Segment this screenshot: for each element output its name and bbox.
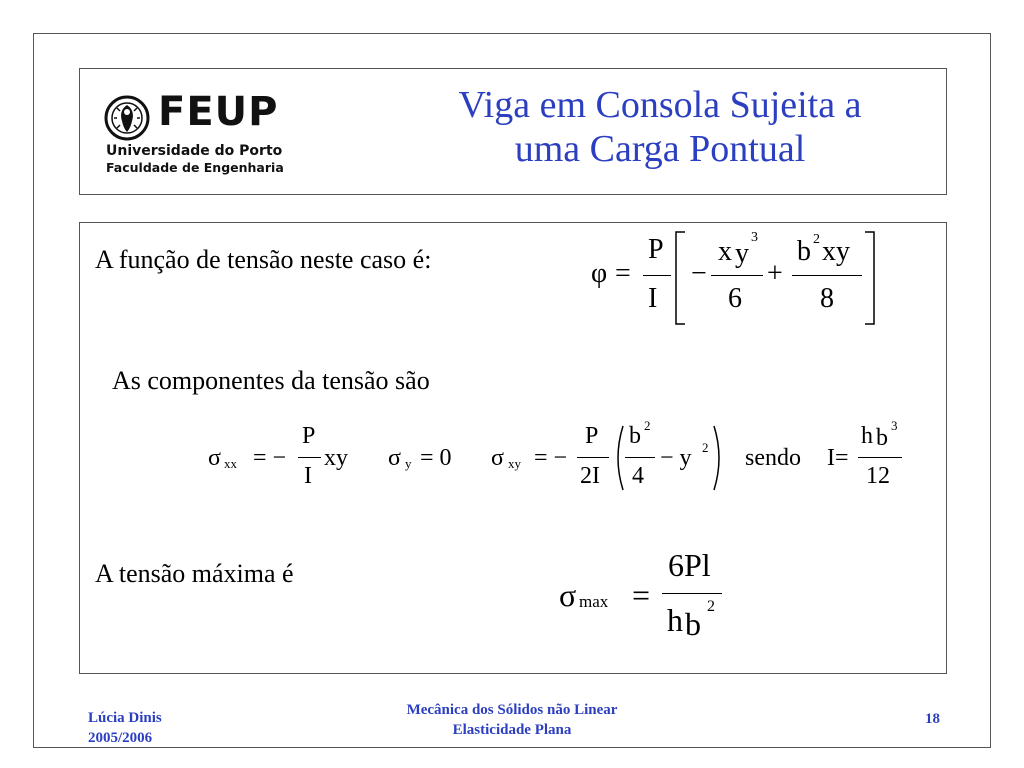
max-stress-text: A tensão máxima é <box>95 559 294 588</box>
inertia-h: h <box>861 423 873 449</box>
footer-year: 2005/2006 <box>88 730 153 746</box>
left-bracket <box>673 230 687 326</box>
max-denominator-h: h <box>667 602 683 638</box>
footer-author-block <box>88 708 162 748</box>
components-text: As componentes da tensão são <box>112 366 430 395</box>
sxy-numerator: P <box>585 423 599 449</box>
sendo-word: sendo <box>745 445 801 471</box>
term2-fraction-bar <box>792 275 862 276</box>
sxy-fraction-bar <box>577 457 609 458</box>
max-stress-formula <box>555 543 735 643</box>
minus-sign: − <box>691 258 707 289</box>
term1-x: x <box>718 236 732 267</box>
term1-fraction-bar <box>711 275 763 276</box>
plus-sign: + <box>767 258 783 289</box>
sxy-subscript: xy <box>508 456 521 471</box>
term2-xy: xy <box>822 236 850 267</box>
footer-author: Lúcia Dinis <box>88 710 162 726</box>
inertia-b: b <box>876 425 888 451</box>
paren-b-exponent: 2 <box>644 418 651 433</box>
sy-sigma: σ <box>388 445 401 471</box>
max-fraction-bar <box>662 593 722 594</box>
term2-denominator: 8 <box>820 283 834 314</box>
term1-y: y <box>735 238 749 269</box>
sxy-sigma: σ <box>491 445 504 471</box>
sxx-numerator: P <box>302 423 316 449</box>
paren-fraction-bar <box>625 457 655 458</box>
inertia-I-equals: I= <box>827 445 849 471</box>
paren-y-exponent: 2 <box>702 440 709 455</box>
slide-title <box>380 83 940 171</box>
stress-components-formula <box>205 418 905 503</box>
feup-logo <box>104 89 324 175</box>
footer-topic: Elasticidade Plana <box>452 722 572 738</box>
inertia-exponent: 3 <box>891 418 898 433</box>
sxx-fraction-bar <box>298 457 321 458</box>
sy-tail: = 0 <box>420 445 452 471</box>
logo-faculty-text: Faculdade de Engenharia <box>106 160 284 175</box>
sxx-tail: xy <box>324 445 348 471</box>
title-line-2: uma Carga Pontual <box>514 128 806 170</box>
title-line-1: Viga em Consola Sujeita a <box>458 84 862 126</box>
frac-numerator: P <box>648 234 664 265</box>
sxy-denominator: 2I <box>580 463 600 489</box>
max-numerator: 6Pl <box>668 547 711 583</box>
inertia-denominator: 12 <box>866 463 890 489</box>
max-subscript: max <box>579 592 609 611</box>
university-seal-icon <box>104 95 150 141</box>
right-bracket <box>863 230 877 326</box>
fraction-bar <box>643 275 671 276</box>
term2-b: b <box>797 236 811 267</box>
footer-course: Mecânica dos Sólidos não Linear <box>406 702 618 718</box>
right-parenthesis <box>712 424 726 492</box>
logo-university-text: Universidade do Porto <box>106 143 283 159</box>
sxx-denominator: I <box>304 463 312 489</box>
sxx-equals-minus: = − <box>253 445 287 471</box>
paren-minus-y: − y <box>660 445 692 471</box>
logo-feup-text: FEUP <box>158 89 279 135</box>
frac-denominator: I <box>648 283 658 314</box>
stress-function-formula <box>585 228 885 328</box>
term2-exponent: 2 <box>813 232 820 247</box>
sxx-subscript: xx <box>224 456 237 471</box>
equals-sign: = <box>615 258 631 289</box>
slide-content <box>79 222 947 674</box>
footer-course-block <box>362 700 662 740</box>
footer-page-number: 18 <box>925 711 940 727</box>
left-parenthesis <box>611 424 625 492</box>
paren-denominator: 4 <box>632 463 644 489</box>
sxy-equals-minus: = − <box>534 445 568 471</box>
term1-exponent: 3 <box>751 230 758 245</box>
phi-symbol: φ <box>591 258 608 289</box>
paren-b: b <box>629 423 641 449</box>
max-sigma: σ <box>559 577 577 613</box>
inertia-fraction-bar <box>858 457 902 458</box>
max-equals: = <box>632 577 651 613</box>
slide-header <box>79 68 947 195</box>
max-denominator-b: b <box>685 606 701 642</box>
sxx-sigma: σ <box>208 445 221 471</box>
stress-function-text: A função de tensão neste caso é: <box>95 245 432 274</box>
term1-denominator: 6 <box>728 283 742 314</box>
max-denominator-exponent: 2 <box>707 598 715 615</box>
sy-subscript: y <box>405 456 412 471</box>
